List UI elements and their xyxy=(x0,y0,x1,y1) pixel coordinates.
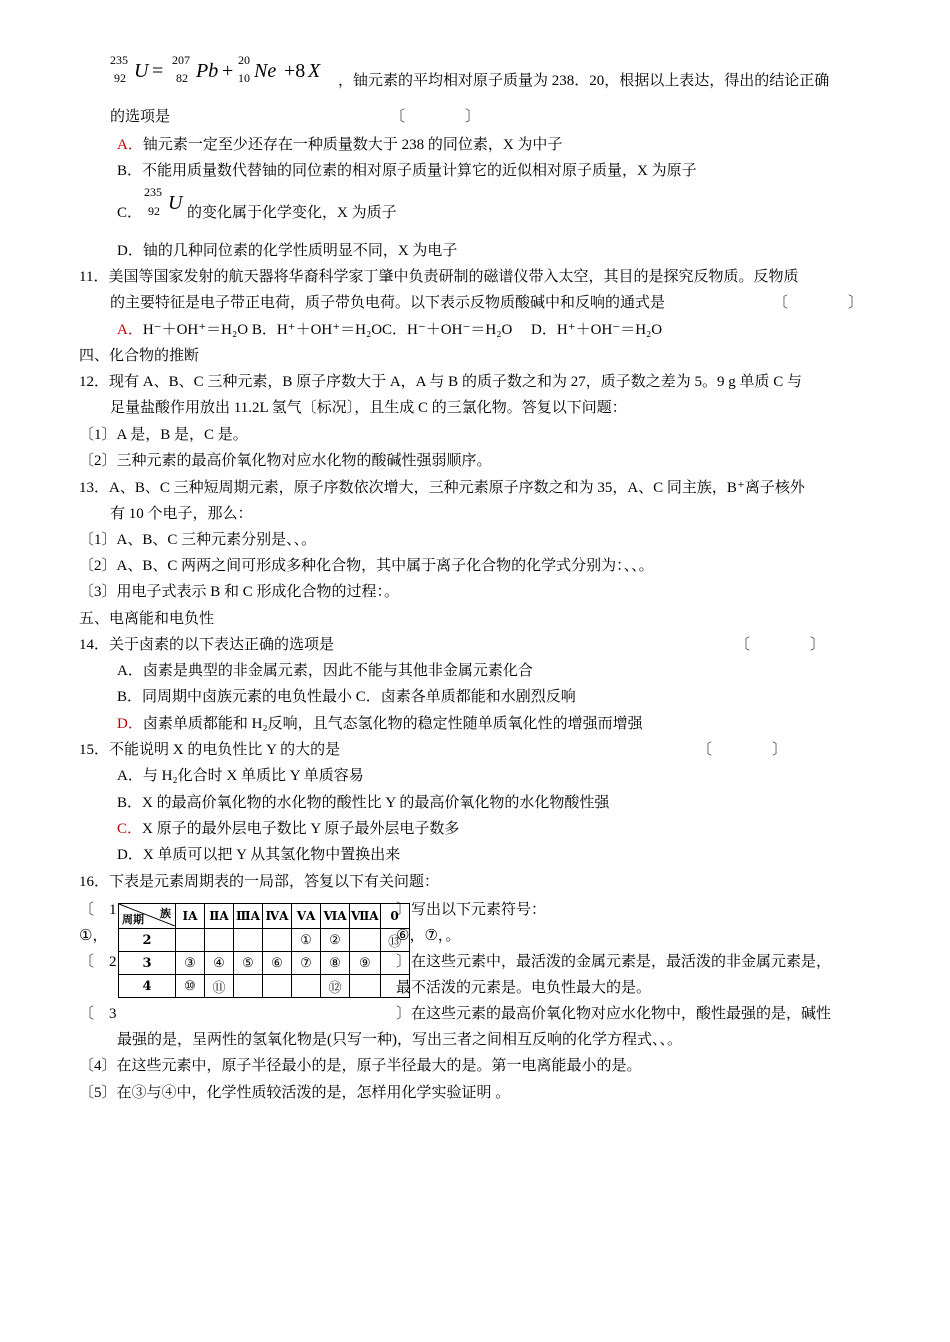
q16-part3-left: 〔 3 xyxy=(79,1006,117,1022)
q14-line1: 14．关于卤素的以下表达正确的选项是 xyxy=(79,637,335,653)
element-cell xyxy=(380,952,409,975)
element-cell: ④ xyxy=(205,952,234,975)
element-cell: ⑩ xyxy=(176,975,205,998)
q15-option-c-letter: C． xyxy=(117,821,143,837)
q10-option-d: D．铀的几种同位素的化学性质明显不同，X 为电子 xyxy=(117,243,458,259)
corner-group-label: 族 xyxy=(160,907,171,920)
q16-part2-left: 〔 2 xyxy=(79,954,117,970)
element-cell: ⑤ xyxy=(234,952,263,975)
q10-option-c-letter: C． xyxy=(117,205,143,221)
element-cell: ① xyxy=(292,929,321,952)
q13-sub1: 〔1〕A、B、C 三种元素分别是、、。 xyxy=(79,532,317,548)
c-u-number: 92 xyxy=(148,204,160,218)
element-cell: ③ xyxy=(176,952,205,975)
ne-atomic-number: 10 xyxy=(238,71,250,85)
element-cell xyxy=(263,929,292,952)
q16-part3b: 最强的是，呈两性的氢氧化物是(只写一种)，写出三者之间相互反响的化学方程式、、。 xyxy=(117,1032,682,1048)
element-cell: ⑨ xyxy=(350,952,381,975)
q13-sub2: 〔2〕A、B、C 两两之间可形成多种化合物，其中属于离子化合物的化学式分别为：、、。 xyxy=(79,558,654,574)
pb-symbol: Pb xyxy=(196,60,219,82)
q13-sub3: 〔3〕用电子式表示 B 和 C 形成化合物的过程：。 xyxy=(79,584,400,600)
q10-line2: 的选项是 xyxy=(110,109,171,125)
q11-options xyxy=(117,320,662,340)
element-cell: ⑥ xyxy=(263,952,292,975)
q15-option-c-text: X 原子的最外层电子数比 Y 原子最外层电子数多 xyxy=(142,821,460,837)
q11-options-text: H⁻＋OH⁺＝H₂O B．H⁺＋OH⁺＝H₂OC．H⁻＋OH⁻＝H₂O D．H⁺＋OH⁻＝H₂O xyxy=(142,322,663,338)
section-4-heading: 四、化合物的推断 xyxy=(79,348,200,364)
q15-option-c xyxy=(117,819,459,839)
equals-sign: = xyxy=(152,60,164,82)
element-cell xyxy=(380,975,409,998)
q16-part2-right: 〕在这些元素中，最活泼的金属元素是，最活泼的非金属元素是， xyxy=(396,954,832,970)
element-cell xyxy=(234,975,263,998)
plus-sign: + xyxy=(222,60,234,82)
q12-line2: 足量盐酸作用放出 11.2L 氢气〔标况〕，且生成 C 的三氯化物。答复以下问题： xyxy=(110,400,627,416)
section-5-heading: 五、电离能和电负性 xyxy=(79,611,215,627)
table-row xyxy=(119,929,410,952)
pb-atomic-number: 82 xyxy=(176,71,188,85)
periodic-table-excerpt xyxy=(118,903,410,998)
group-header: ⅢA xyxy=(234,904,263,929)
q16-part1-right: 〕写出以下元素符号： xyxy=(396,902,547,918)
u-mass-number: 235 xyxy=(110,53,128,67)
period-label: 3 xyxy=(119,952,176,975)
q11-answer-bracket: 〔 〕 xyxy=(773,295,864,311)
element-cell xyxy=(234,929,263,952)
element-cell xyxy=(176,929,205,952)
ne-mass-number: 20 xyxy=(238,53,250,67)
group-header: ⅤA xyxy=(292,904,321,929)
q10-option-a-letter: A． xyxy=(117,137,143,153)
q10-option-a-text: 铀元素一定至少还存在一种质量数大于 238 的同位素，X 为中子 xyxy=(142,137,563,153)
q14-option-d-letter: D． xyxy=(117,716,143,732)
q10-line1: ，铀元素的平均相对原子质量为 238．20，根据以上表达，得出的结论正确 xyxy=(338,73,830,89)
table-row xyxy=(119,975,410,998)
group-header: ⅥA xyxy=(321,904,350,929)
q15-option-d: D．X 单质可以把 Y 从其氢化物中置换出来 xyxy=(117,847,401,863)
element-cell xyxy=(350,975,381,998)
eight-coefficient: +8 xyxy=(284,60,306,82)
element-cell xyxy=(263,975,292,998)
table-corner-cell xyxy=(119,904,176,929)
element-cell xyxy=(205,929,234,952)
table-header-row xyxy=(119,904,410,929)
q14-answer-bracket: 〔 〕 xyxy=(735,637,826,653)
corner-period-label: 周期 xyxy=(122,913,144,926)
element-cell xyxy=(350,929,381,952)
table-row xyxy=(119,952,410,975)
q16-part1b-right: ⑥，⑦，。 xyxy=(396,928,461,944)
group-header: IA xyxy=(176,904,205,929)
q11-option-a-letter: A． xyxy=(117,322,143,338)
element-cell: ⑧ xyxy=(321,952,350,975)
q11-line1: 11．美国等国家发射的航天器将华裔科学家丁肇中负责研制的磁谱仪带入太空，其目的是探究反物质。反物质 xyxy=(79,269,799,285)
pb-mass-number: 207 xyxy=(172,53,190,67)
q10-option-b: B．不能用质量数代替铀的同位素的相对原子质量计算它的近似相对原子质量，X 为原子 xyxy=(117,163,697,179)
period-label: 2 xyxy=(119,929,176,952)
q13-line2: 有 10 个电子，那么： xyxy=(110,506,253,522)
q15-option-b: B．X 的最高价氧化物的水化物的酸性比 Y 的最高价氧化物的水化物酸性强 xyxy=(117,795,610,811)
q15-line1: 15．不能说明 X 的电负性比 Y 的大的是 xyxy=(79,742,341,758)
q12-line1: 12．现有 A、B、C 三种元素，B 原子序数大于 A，A 与 B 的质子数之和为 27，质子数之差为 5。9 g 单质 C 与 xyxy=(79,374,802,390)
element-cell: ⑫ xyxy=(321,975,350,998)
c-u-symbol: U xyxy=(168,192,183,214)
q15-option-a: A．与 H₂化合时 X 单质比 Y 单质容易 xyxy=(117,768,364,784)
q10-answer-bracket: 〔 〕 xyxy=(390,109,481,125)
group-header: ⅣA xyxy=(263,904,292,929)
q14-option-d xyxy=(117,714,643,734)
q16-part1-left: 〔 1 xyxy=(79,902,117,918)
q14-option-a: A．卤素是典型的非金属元素，因此不能与其他非金属元素化合 xyxy=(117,663,533,679)
q13-line1: 13．A、B、C 三种短周期元素，原子序数依次增大，三种元素原子序数之和为 35，A、C 同主族，B⁺离子核外 xyxy=(79,480,805,496)
q10-option-c-text: 的变化属于化学变化，X 为质子 xyxy=(187,205,397,221)
u-atomic-number: 92 xyxy=(114,71,126,85)
ne-symbol: Ne xyxy=(254,60,277,82)
nuclear-equation xyxy=(108,52,338,92)
q12-sub1: 〔1〕A 是，B 是，C 是。 xyxy=(79,427,248,443)
q12-sub2: 〔2〕三种元素的最高价氧化物对应水化物的酸碱性强弱顺序。 xyxy=(79,453,492,469)
q10-option-c-isotope xyxy=(110,186,190,222)
c-u-mass: 235 xyxy=(144,185,162,199)
group-header: 0 xyxy=(380,904,409,929)
u-symbol: U xyxy=(134,60,149,82)
q16-part4: 〔4〕在这些元素中，原子半径最小的是，原子半径最大的是。第一电离能最小的是。 xyxy=(79,1058,642,1074)
element-cell: ⑦ xyxy=(292,952,321,975)
element-cell: ② xyxy=(321,929,350,952)
q14-option-d-text: 卤素单质都能和 H₂反响，且气态氢化物的稳定性随单质氧化性的增强而增强 xyxy=(142,716,643,732)
x-symbol: X xyxy=(308,60,321,82)
group-header: ⅦA xyxy=(350,904,381,929)
q15-answer-bracket: 〔 〕 xyxy=(697,742,788,758)
q16-part5: 〔5〕在③与④中，化学性质较活泼的是，怎样用化学实验证明 。 xyxy=(79,1085,511,1101)
q10-option-a xyxy=(117,135,562,155)
element-cell xyxy=(292,975,321,998)
element-cell: ⑬ xyxy=(380,929,409,952)
element-cell: ⑪ xyxy=(205,975,234,998)
q11-line2: 的主要特征是电子带正电荷，质子带负电荷。以下表示反物质酸碱中和反响的通式是 xyxy=(110,295,666,311)
q16-part2b-right: 最不活泼的元素是。电负性最大的是。 xyxy=(396,980,652,996)
q16-line1: 16．下表是元素周期表的一局部，答复以下有关问题： xyxy=(79,874,440,890)
q16-part3-right: 〕在这些元素的最高价氧化物对应水化物中，酸性最强的是，碱性 xyxy=(396,1006,832,1022)
q16-part1b-left: ①， xyxy=(79,928,108,944)
period-label: 4 xyxy=(119,975,176,998)
q14-option-b-c: B．同周期中卤族元素的电负性最小 C．卤素各单质都能和水剧烈反响 xyxy=(117,689,576,705)
group-header: ⅡA xyxy=(205,904,234,929)
